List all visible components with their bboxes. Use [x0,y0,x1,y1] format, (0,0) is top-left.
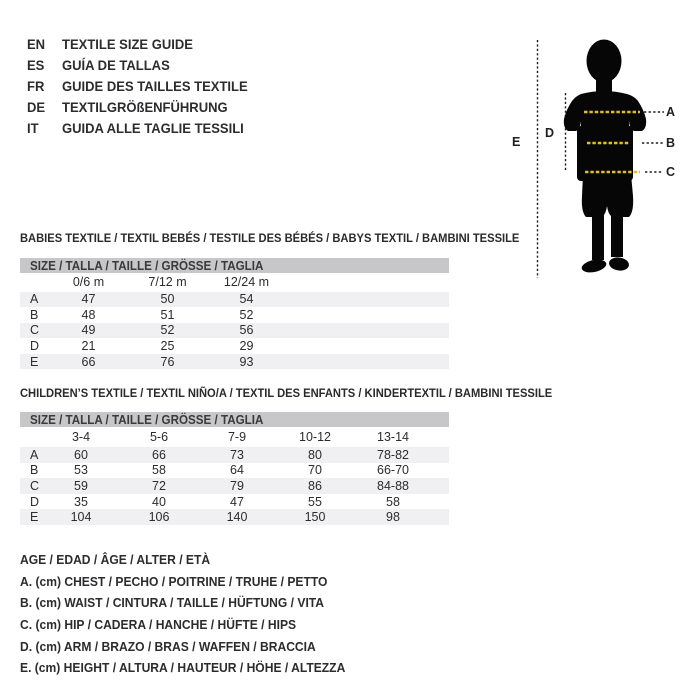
table-cell: 35 [74,494,88,509]
table-cell: 73 [230,447,244,462]
legend-line: AGE / EDAD / ÂGE / ALTER / ETÀ [20,552,211,568]
table-row [20,509,449,525]
language-row [27,55,262,76]
figure-label-height: E [512,135,521,149]
table-cell: 60 [74,447,88,462]
table-cell: 53 [74,463,88,478]
row-label: E [30,510,39,525]
row-label: D [30,339,40,354]
child-silhouette-icon [564,40,646,275]
language-row [27,34,262,55]
silhouette-left-shoe [581,258,608,275]
table-cell: 49 [81,323,96,338]
language-row [27,76,262,97]
figure-label-arm: D [545,126,555,140]
language-guide-title: TEXTILE SIZE GUIDE [62,36,193,53]
table-cell: 47 [81,292,96,307]
table-cell: 106 [148,510,170,525]
table-row [20,354,449,370]
table-cell: 72 [152,478,166,493]
legend-line: E. (cm) HEIGHT / ALTURA / HAUTEUR / HÖHE / ALTEZZA [20,660,346,676]
table-row [20,447,449,463]
table-cell: 86 [308,478,322,493]
children-column-header-row [20,427,449,447]
table-row [20,478,449,494]
table-cell: 52 [239,307,254,322]
legend-line: D. (cm) ARM / BRAZO / BRAS / WAFFEN / BRACCIA [20,638,316,654]
legend-line: C. (cm) HIP / CADERA / HANCHE / HÜFTE / HIPS [20,617,297,633]
row-label: C [30,478,40,493]
table-row [20,292,449,308]
column-header: 12/24 m [223,275,270,290]
babies-table-rows [20,292,449,370]
language-code: FR [27,77,45,94]
table-row [20,494,449,510]
language-guide-title: GUIDA ALLE TAGLIE TESSILI [62,119,244,136]
row-label: A [30,292,39,307]
language-code: ES [27,57,45,74]
language-code: DE [27,98,46,115]
table-cell: 79 [230,478,244,493]
language-code: EN [27,36,46,53]
figure-label-hip: C [666,165,676,179]
legend-line: A. (cm) CHEST / PECHO / POITRINE / TRUHE / PETTO [20,573,328,589]
table-cell: 70 [308,463,322,478]
column-header: 13-14 [377,430,409,444]
table-cell: 66 [152,447,166,462]
measurement-legend [20,549,370,679]
table-cell: 58 [152,463,166,478]
table-cell: 80 [308,447,322,462]
babies-section-title: BABIES TEXTILE / TEXTIL BEBÉS / TESTILE DES BÉBÉS / BABYS TEXTIL / BAMBINI TESSILE [20,231,520,245]
table-cell: 66-70 [377,463,409,478]
table-cell: 66 [81,354,96,369]
babies-size-header-bar: SIZE / TALLA / TAILLE / GRÖSSE / TAGLIA [20,258,449,273]
babies-column-header-row [20,273,449,292]
babies-size-table [20,258,449,369]
language-row [27,117,262,138]
size-guide-figure [500,30,685,285]
table-cell: 52 [160,323,175,338]
language-title-list [27,34,262,138]
table-cell: 56 [239,323,254,338]
language-guide-title: GUÍA DE TALLAS [62,57,170,74]
table-row [20,323,449,339]
table-cell: 58 [386,494,400,509]
table-cell: 55 [308,494,322,509]
legend-line: B. (cm) WAIST / CINTURA / TAILLE / HÜFTUNG / VITA [20,595,325,611]
children-size-header-bar: SIZE / TALLA / TAILLE / GRÖSSE / TAGLIA [20,412,449,427]
column-header: 5-6 [149,430,169,444]
children-size-table [20,412,449,525]
language-rows [27,34,262,138]
table-cell: 48 [81,307,96,322]
table-row [20,307,449,323]
silhouette-shirt [564,91,646,176]
table-cell: 98 [386,510,400,525]
silhouette-left-leg [592,215,604,260]
table-cell: 21 [81,339,96,354]
table-cell: 29 [239,339,254,354]
table-cell: 64 [230,463,244,478]
table-cell: 140 [226,510,248,525]
table-cell: 84-88 [377,478,409,493]
column-header: 7/12 m [148,275,187,290]
table-cell: 76 [160,354,175,369]
table-cell: 54 [239,292,254,307]
figure-label-waist: B [666,136,676,150]
row-label: B [30,307,39,322]
language-row [27,96,262,117]
row-label: C [30,323,40,338]
language-guide-title: GUIDE DES TAILLES TEXTILE [62,77,248,94]
silhouette-right-leg [611,215,623,257]
silhouette-shorts [582,174,633,217]
children-section-title: CHILDREN’S TEXTILE / TEXTIL NIÑO/A / TEXTIL DES ENFANTS / KINDERTEXTIL / BAMBINI TESSILE [20,386,553,400]
table-cell: 150 [304,510,326,525]
table-row [20,338,449,354]
language-guide-title: TEXTILGRÖßENFÜHRUNG [62,98,228,115]
column-header: 10-12 [299,430,331,444]
table-cell: 50 [160,292,175,307]
table-cell: 59 [74,478,88,493]
table-cell: 104 [70,510,92,525]
column-header: 0/6 m [72,275,105,290]
children-table-rows [20,447,449,525]
table-cell: 93 [239,354,254,369]
table-cell: 25 [160,339,175,354]
table-cell: 40 [152,494,166,509]
row-label: A [30,447,39,462]
row-label: E [30,354,39,369]
table-cell: 47 [230,494,244,509]
table-cell: 78-82 [377,447,409,462]
column-header: 7-9 [227,430,247,444]
row-label: D [30,494,40,509]
table-cell: 51 [160,307,175,322]
silhouette-right-shoe [608,256,630,272]
column-header: 3-4 [71,430,91,444]
silhouette-left-arm [577,126,586,181]
row-label: B [30,463,39,478]
figure-label-chest: A [666,105,676,119]
table-row [20,463,449,479]
language-code: IT [27,119,39,136]
